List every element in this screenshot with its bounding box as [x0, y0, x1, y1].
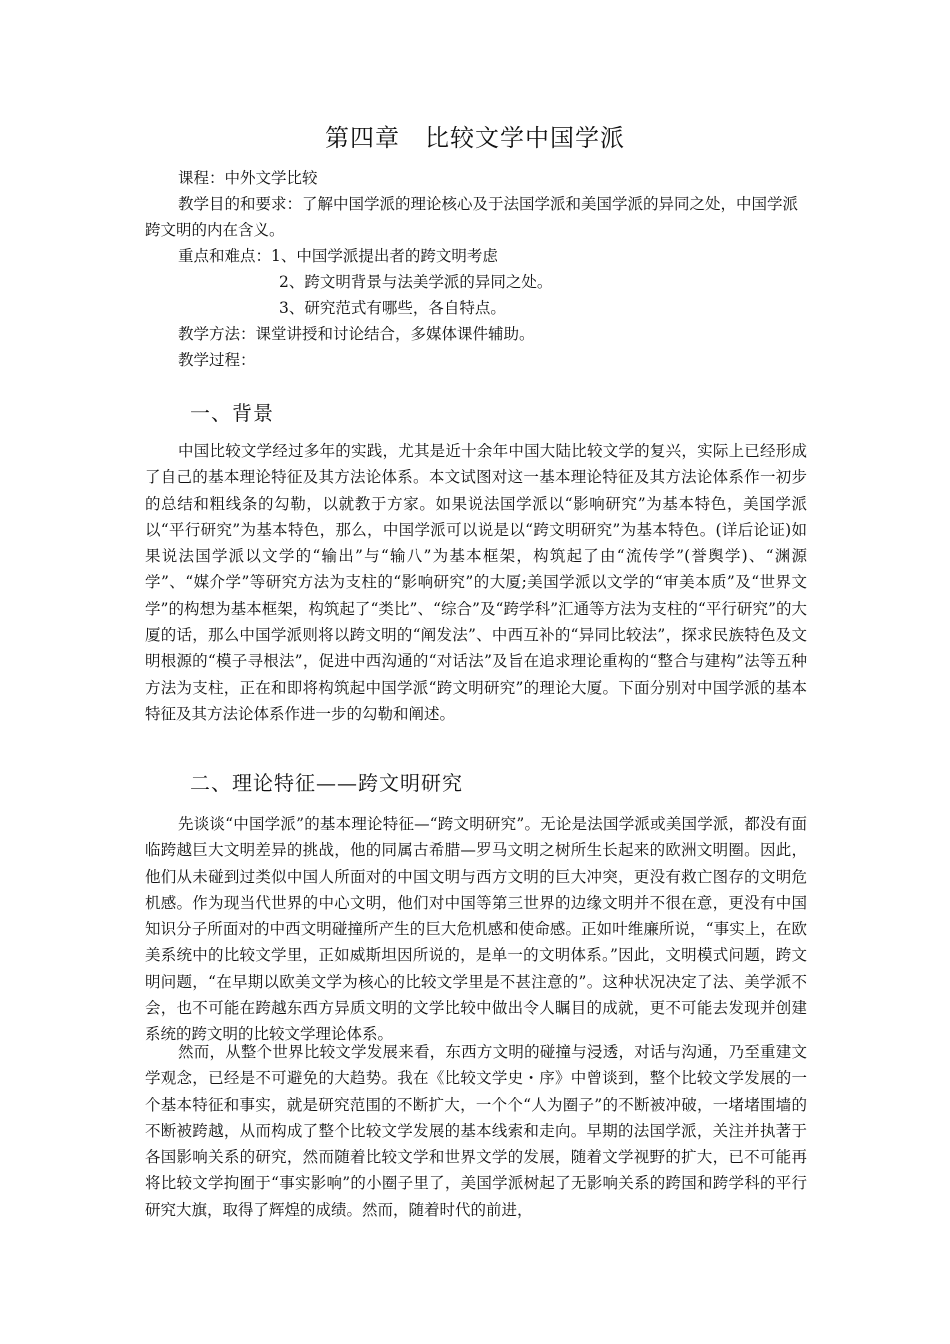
course-meta — [145, 165, 805, 373]
section-heading-background: 一、背景 — [190, 401, 274, 425]
key-points-line-1: 重点和难点：1、中国学派提出者的跨文明考虑 — [178, 247, 498, 265]
section-1-paragraph: 中国比较文学经过多年的实践，尤其是近十余年中国大陆比较文学的复兴，实际上已经形成了自己的基本理论特征及其方法论体系。本文试图对这一基本理论特征及其方法论体系作一初步的总结和粗线条的勾勒，以就教于方家。如果说法国学派以“影响研究”为基本特色，美国学派以“平行研究”为基本特色，那么，中国学派可以说是以“跨文明研究”为基本特色。(详后论证)如果说法国学派以文学的“输出”与“输八”为基本框架，构筑起了由“流传学”(誉舆学)、“渊源学”、“媒介学”等研究方法为支柱的“影响研究”的大厦;美国学派以文学的“审美本质”及“世界文学”的构想为基本框架，构筑起了“类比”、“综合”及“跨学科”汇通等方法为支柱的“平行研究”的大厦的话，那么中国学派则将以跨文明的“阐发法”、中西互补的“异同比较法”，探求民族特色及文明根源的“模子寻根法”，促进中西沟通的“对话法”及旨在追求理论重构的“整合与建构”法等五种方法为支柱，正在和即将构筑起中国学派“跨文明研究”的理论大厦。下面分别对中国学派的基本特征及其方法论体系作进一步的勾勒和阐述。 — [145, 442, 807, 723]
key-points-line-3: 3、研究范式有哪些，各自特点。 — [279, 299, 506, 317]
section-heading-theory: 二、理论特征——跨文明研究 — [190, 771, 463, 795]
key-points-line-2: 2、跨文明背景与法美学派的异同之处。 — [279, 273, 553, 291]
objectives-line: 教学目的和要求：了解中国学派的理论核心及于法国学派和美国学派的异同之处，中国学派跨文明的内在含义。 — [145, 195, 799, 239]
method-line: 教学方法：课堂讲授和讨论结合，多媒体课件辅助。 — [178, 325, 535, 343]
process-line: 教学过程： — [178, 351, 256, 369]
section-2-paragraph-2: 然而，从整个世界比较文学发展来看，东西方文明的碰撞与浸透，对话与沟通，乃至重建文学观念，已经是不可避免的大趋势。我在《比较文学史・序》中曾谈到，整个比较文学发展的一个基本特征和事实，就是研究范围的不断扩大，一个个“人为圈子”的不断被冲破，一堵堵围墙的不断被跨越，从而构成了整个比较文学发展的基本线索和走向。早期的法国学派，关注并执著于各国影响关系的研究，然而随着比较文学和世界文学的发展，随着文学视野的扩大，已不可能再将比较文学拘囿于“事实影响”的小圈子里了，美国学派树起了无影响关系的跨国和跨学科的平行研究大旗，取得了辉煌的成绩。然而，随着时代的前进， — [145, 1043, 807, 1219]
chapter-title: 第四章 比较文学中国学派 — [325, 124, 625, 152]
section-2-paragraph-1: 先谈谈“中国学派”的基本理论特征—“跨文明研究”。无论是法国学派或美国学派，都没有面临跨越巨大文明差异的挑战，他的同属古希腊—罗马文明之树所生长起来的欧洲文明圈。因此，他们从未碰到过类似中国人所面对的中国文明与西方文明的巨大冲突，更没有救亡图存的文明危机感。作为现当代世界的中心文明，他们对中国等第三世界的边缘文明并不很在意，更没有中国知识分子所面对的中西文明碰撞所产生的巨大危机感和使命感。正如叶维廉所说，“事实上，在欧美系统中的比较文学里，正如威斯坦因所说的，是单一的文明体系。”因此，文明模式问题，跨文明问题，“在早期以欧美文学为核心的比较文学里是不甚注意的”。这种状况决定了法、美学派不会，也不可能在跨越东西方异质文明的文学比较中做出令人瞩目的成就，更不可能去发现并创建系统的跨文明的比较文学理论体系。 — [145, 815, 807, 1044]
course-line: 课程：中外文学比较 — [178, 169, 318, 187]
